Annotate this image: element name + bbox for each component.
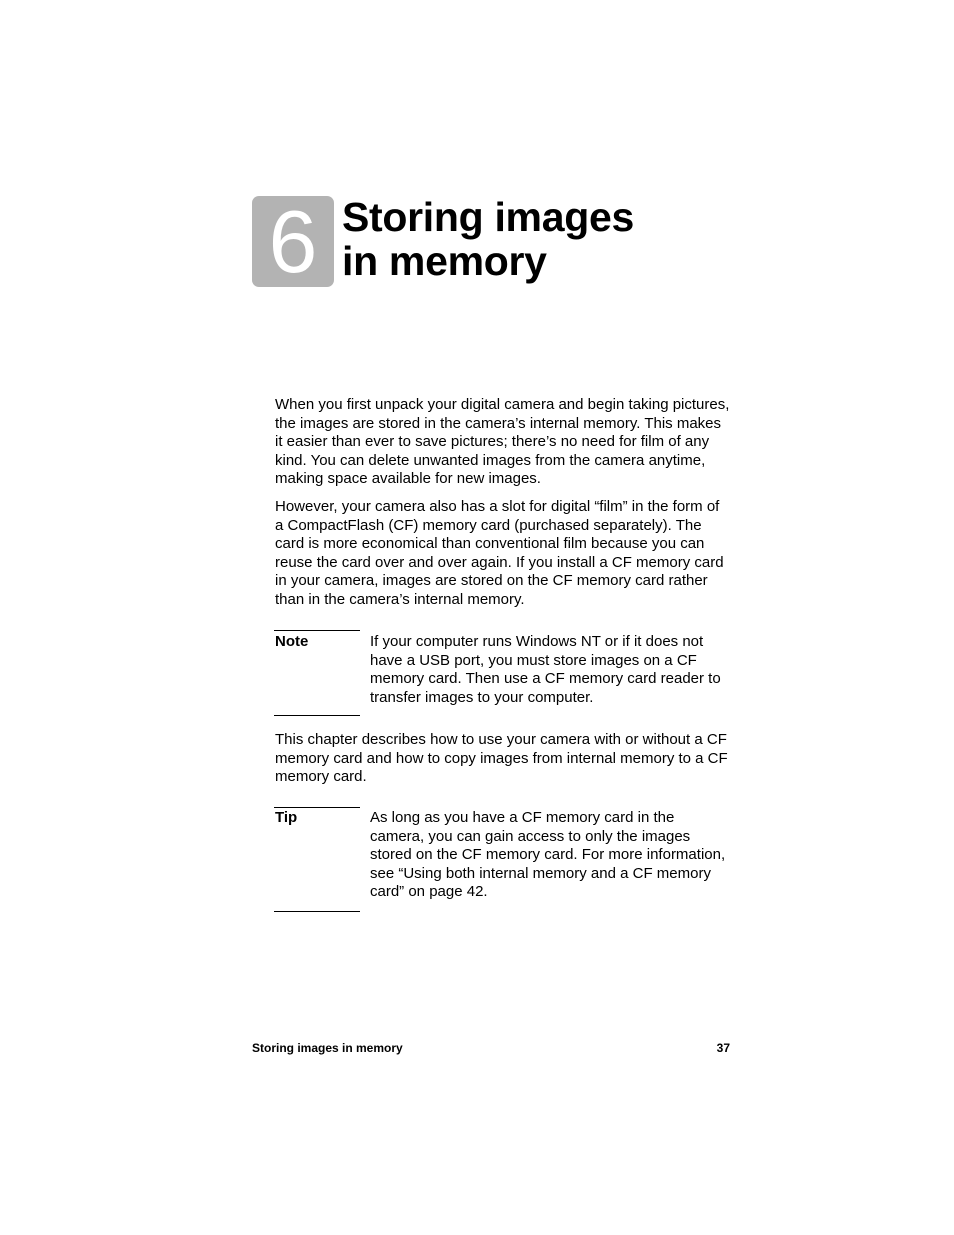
note-text: If your computer runs Windows NT or if it does not have a USB port, you must store images on a CF memory card. Then use a CF memory card reader to transfer images to your computer. [370,633,721,706]
note-bottom-rule [274,715,360,716]
tip-bottom-rule [274,911,360,912]
tip-label: Tip [275,809,298,826]
note-top-rule [274,630,360,631]
footer-page-number: 37 [716,1041,730,1055]
tip-top-rule [274,807,360,808]
tip-text: As long as you have a CF memory card in the camera, you can gain access to only the images stored on the CF memory card. For more information, see “Using both internal memory and a CF memory card” on page 42. [370,809,726,901]
chapter-title-line-2: in memory [342,238,547,284]
intro-paragraph: When you first unpack your digital camera and begin taking pictures, the images are stored in the camera’s internal memory. This makes it easier than ever to save pictures; there’s no need for film of any kind. You can delete unwanted images from the camera anytime, making space available for new images. [275,396,730,488]
chapter-overview-paragraph: This chapter describes how to use your camera with or without a CF memory card and how to copy images from internal memory to a CF memory card. [275,731,728,786]
chapter-number-badge: 6 [252,196,334,287]
chapter-title-line-1: Storing images [342,194,634,240]
footer-chapter-title: Storing images in memory [252,1041,403,1055]
note-label: Note [275,633,309,650]
cf-card-paragraph: However, your camera also has a slot for digital “film” in the form of a CompactFlash (CF) memory card (purchased separately). The card is more economical than conventional film because you can reuse the card over and over again. If you install a CF memory card in your camera, images are stored on the CF memory card rather than in the camera’s internal memory. [275,498,724,608]
chapter-title [342,195,762,283]
